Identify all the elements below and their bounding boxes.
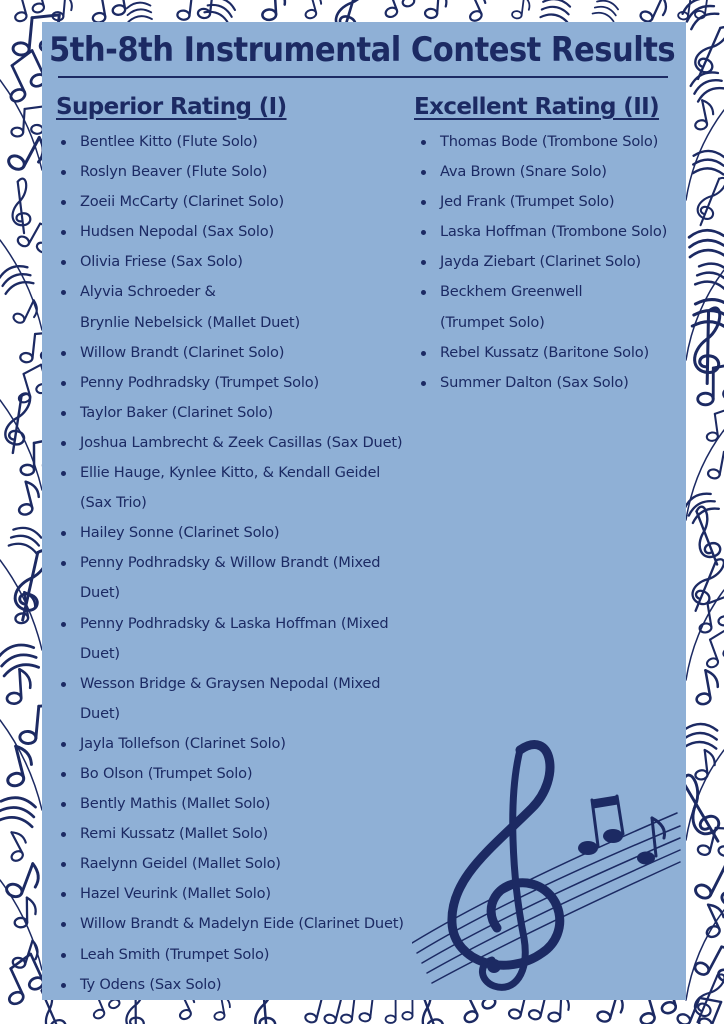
superior-rating-heading: Superior Rating (I) [56,94,287,120]
superior-list-item [56,247,404,277]
superior-list-item [56,458,404,518]
list-item-text: Jed Frank (Trumpet Solo) [440,193,615,211]
list-item-text: Laska Hoffman (Trombone Solo) [440,223,668,241]
list-item-text: Penny Podhradsky (Trumpet Solo) [80,373,319,391]
list-item-text: Joshua Lambrecht & Zeek Casillas (Sax Duet) [80,433,403,451]
excellent-list-item [416,338,667,368]
excellent-list-item [416,157,667,187]
list-item-text: Duet) [80,584,120,602]
list-item-text: Rebel Kussatz (Baritone Solo) [440,343,649,361]
superior-list-item [56,849,404,879]
superior-rating-list [56,127,404,1000]
list-item-text: Jayla Tollefson (Clarinet Solo) [80,734,286,752]
superior-list-item [56,428,404,458]
list-item-text: Olivia Friese (Sax Solo) [80,253,243,271]
superior-list-item [56,127,404,157]
list-item-text: Wesson Bridge & Graysen Nepodal (Mixed [80,674,381,692]
list-item-text: (Sax Trio) [80,494,147,512]
superior-list-item [56,879,404,909]
list-item-text: Duet) [80,644,120,662]
list-item-text: Duet) [80,704,120,722]
list-item-text: Remi Kussatz (Mallet Solo) [80,825,268,843]
superior-list-item [56,609,404,669]
superior-list-item [56,909,404,939]
superior-list-item [56,819,404,849]
superior-list-item [56,398,404,428]
list-item-text: Ava Brown (Snare Solo) [440,163,607,181]
excellent-rating-heading: Excellent Rating (II) [414,94,660,120]
list-item-text: Hailey Sonne (Clarinet Solo) [80,524,280,542]
list-item-text: Ellie Hauge, Kynlee Kitto, & Kendall Geidel [80,464,381,482]
superior-list-item [56,940,404,970]
list-item-text: Raelynn Geidel (Mallet Solo) [80,855,281,873]
superior-list-item [56,277,404,337]
superior-list-item [56,669,404,729]
excellent-rating-list [416,127,667,398]
page-title: 5th-8th Instrumental Contest Results [48,30,676,70]
list-item-text: Willow Brandt (Clarinet Solo) [80,343,285,361]
excellent-list-item [416,368,667,398]
list-item-text: Ty Odens (Sax Solo) [80,975,222,993]
list-item-text: (Trumpet Solo) [440,313,545,331]
title-underline [58,76,668,78]
list-item-text: Bo Olson (Trumpet Solo) [80,764,253,782]
list-item-text: Summer Dalton (Sax Solo) [440,373,629,391]
list-item-text: Willow Brandt & Madelyn Eide (Clarinet Duet) [80,915,404,933]
superior-list-item [56,970,404,1000]
list-item-text: Beckhem Greenwell [440,283,583,301]
list-item-text: Leah Smith (Trumpet Solo) [80,945,270,963]
superior-list-item [56,368,404,398]
list-item-text: Brynlie Nebelsick (Mallet Duet) [80,313,300,331]
excellent-list-item [416,217,667,247]
list-item-text: Penny Podhradsky & Laska Hoffman (Mixed [80,614,389,632]
superior-list-item [56,157,404,187]
list-item-text: Thomas Bode (Trombone Solo) [440,133,659,150]
excellent-list-item [416,277,667,337]
list-item-text: Zoeii McCarty (Clarinet Solo) [80,193,284,211]
superior-list-item [56,548,404,608]
list-item-text: Roslyn Beaver (Flute Solo) [80,163,268,181]
excellent-list-item [416,247,667,277]
superior-list-item [56,187,404,217]
list-item-text: Hudsen Nepodal (Sax Solo) [80,223,274,241]
superior-list-item [56,217,404,247]
excellent-list-item [416,187,667,217]
list-item-text: Jayda Ziebart (Clarinet Solo) [440,253,641,271]
list-item-text: Bently Mathis (Mallet Solo) [80,795,271,813]
list-item-text: Penny Podhradsky & Willow Brandt (Mixed [80,554,381,572]
list-item-text: Hazel Veurink (Mallet Solo) [80,885,271,903]
superior-list-item [56,518,404,548]
list-item-text: Bentlee Kitto (Flute Solo) [80,133,258,150]
list-item-text: Alyvia Schroeder & [80,283,216,301]
excellent-list-item [416,127,667,157]
superior-list-item [56,338,404,368]
list-item-text: Taylor Baker (Clarinet Solo) [80,403,273,421]
treble-clef-icon [412,738,682,998]
superior-list-item [56,759,404,789]
superior-list-item [56,729,404,759]
superior-list-item [56,789,404,819]
